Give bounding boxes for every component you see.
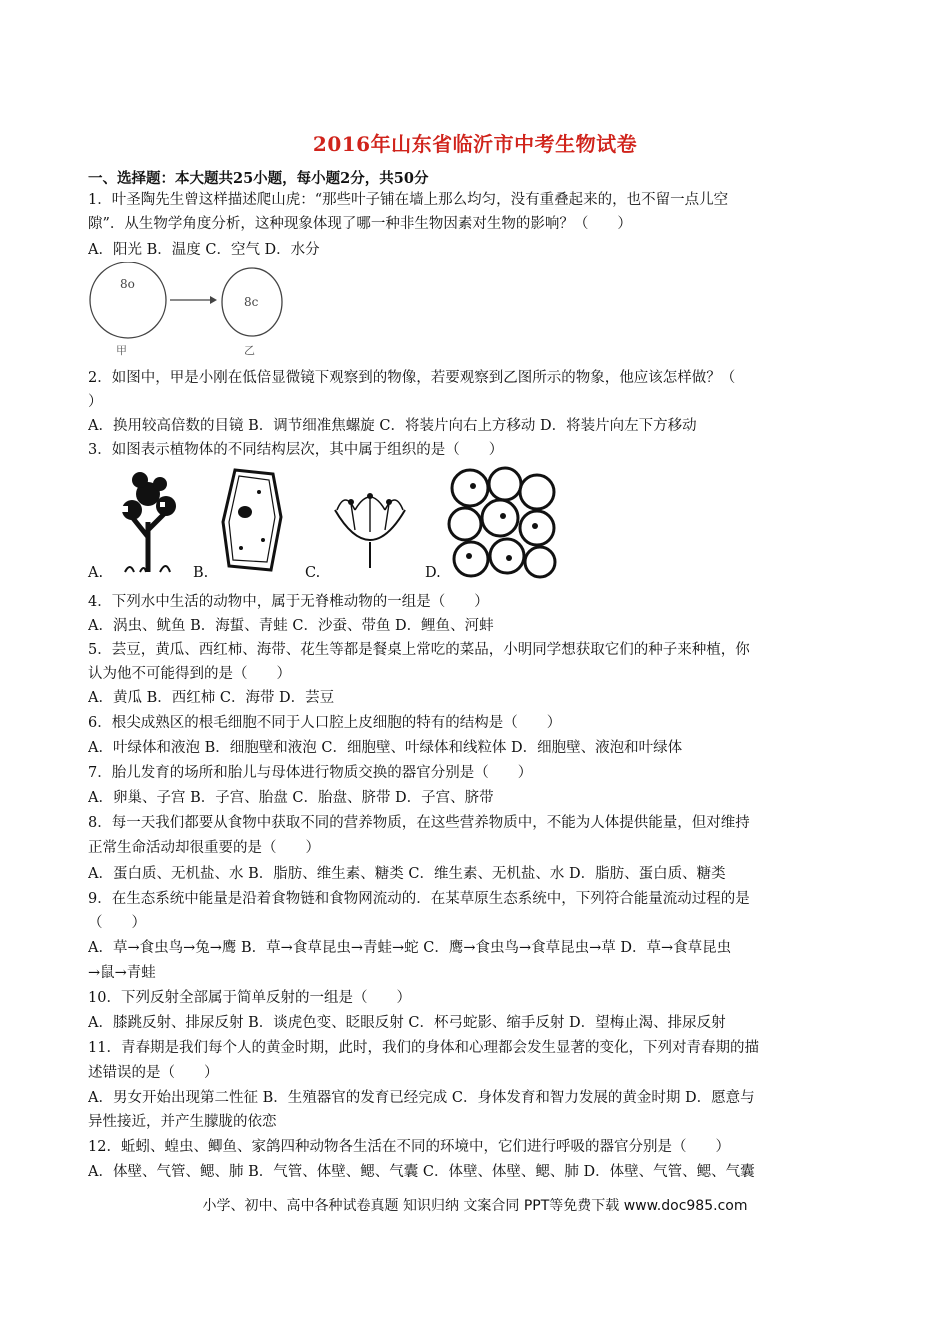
- text-line: 述错误的是（ ）: [88, 1065, 219, 1081]
- text-line: 1．叶圣陶先生曾这样描述爬山虎：“那些叶子铺在墙上那么均匀，没有重叠起来的，也不留一点儿空: [88, 192, 729, 208]
- tissue-cells-figure: [445, 466, 560, 581]
- text-line: 认为他不可能得到的是（ ）: [88, 666, 291, 682]
- text-line: A．草→食虫鸟→兔→鹰 B．草→食草昆虫→青蛙→蛇 C．鹰→食虫鸟→食草昆虫→草 D．草→食草昆虫: [88, 940, 732, 956]
- text-line: A．蛋白质、无机盐、水 B．脂肪、维生素、糖类 C．维生素、无机盐、水 D．脂肪、蛋白质、糖类: [88, 866, 726, 882]
- microscope-view-figure: [86, 262, 286, 362]
- text-line: 9．在生态系统中能量是沿着食物链和食物网流动的．在某草原生态系统中，下列符合能量流动过程的是: [88, 891, 750, 907]
- text-line: 5．芸豆，黄瓜、西红柿、海带、花生等都是餐桌上常吃的菜品，小明同学想获取它们的种子来种植，你: [88, 642, 750, 658]
- text-line: 7．胎儿发育的场所和胎儿与母体进行物质交换的器官分别是（ ）: [88, 765, 533, 781]
- text-line: A．叶绿体和液泡 B．细胞壁和液泡 C．细胞壁、叶绿体和线粒体 D．细胞壁、液泡和叶绿体: [88, 740, 683, 756]
- text-line: 正常生命活动却很重要的是（ ）: [88, 840, 320, 856]
- text-line: A．卵巢、子宫 B．子宫、胎盘 C．胎盘、脐带 D．子宫、脐带: [88, 790, 494, 806]
- plant-tree-figure: [110, 462, 190, 577]
- text-line: A．男女开始出现第二性征 B．生殖器官的发育已经完成 C．身体发育和智力发展的黄金时期 D．愿意与: [88, 1090, 755, 1106]
- text-line: 12．蚯蚓、蝗虫、鲫鱼、家鸽四种动物各生活在不同的环境中，它们进行呼吸的器官分别是（ ）: [88, 1139, 730, 1155]
- text-line: 6．根尖成熟区的根毛细胞不同于人口腔上皮细胞的特有的结构是（ ）: [88, 715, 562, 731]
- text-line: 10．下列反射全部属于简单反射的一组是（ ）: [88, 990, 411, 1006]
- plant-cell-figure: [215, 462, 290, 577]
- text-line: A．阳光 B．温度 C．空气 D．水分: [88, 242, 320, 258]
- text-line: A．黄瓜 B．西红柿 C．海带 D．芸豆: [88, 690, 335, 706]
- option-label-b: B.: [193, 565, 209, 581]
- text-line: （ ）: [88, 915, 146, 931]
- text-line: 异性接近，并产生朦胧的依恋: [88, 1114, 277, 1130]
- text-line: A．膝跳反射、排尿反射 B．谈虎色变、眨眼反射 C．杯弓蛇影、缩手反射 D．望梅止渴、排尿反射: [88, 1015, 726, 1031]
- arrow-right-icon: [210, 296, 217, 304]
- text-line: 11．青春期是我们每个人的黄金时期，此时，我们的身体和心理都会发生显著的变化，下列对青春期的描: [88, 1040, 759, 1056]
- caption-yi: 乙: [244, 344, 255, 357]
- specimen-left-text: 8o: [120, 277, 135, 291]
- option-label-d: D.: [425, 565, 441, 581]
- text-line: A．体壁、气管、鳃、肺 B．气管、体壁、鳃、气囊 C．体壁、体壁、鳃、肺 D．体壁、气管、鳃、气囊: [88, 1164, 755, 1180]
- text-line: ）: [88, 394, 103, 410]
- text-line: A．涡虫、鱿鱼 B．海蜇、青蛙 C．沙蚕、带鱼 D．鲤鱼、河蚌: [88, 618, 494, 634]
- option-label-c: C.: [305, 565, 321, 581]
- flower-figure: [325, 480, 415, 570]
- text-line: 隙”．从生物学角度分析，这种现象体现了哪一种非生物因素对生物的影响？（ ）: [88, 216, 632, 232]
- caption-jia: 甲: [116, 344, 127, 357]
- section-heading: 一、选择题：本大题共25小题，每小题2分，共50分: [88, 170, 429, 187]
- text-line: A．换用较高倍数的目镜 B．调节细准焦螺旋 C．将装片向右上方移动 D．将装片向左下方移动: [88, 418, 697, 434]
- specimen-right-text: 8c: [244, 295, 259, 309]
- text-line: 3．如图表示植物体的不同结构层次，其中属于组织的是（ ）: [88, 442, 504, 458]
- text-line: 4．下列水中生活的动物中，属于无脊椎动物的一组是（ ）: [88, 594, 489, 610]
- page-title: 2016年山东省临沂市中考生物试卷: [312, 132, 638, 156]
- option-label-a: A.: [88, 565, 104, 581]
- text-line: 2．如图中，甲是小刚在低倍显微镜下观察到的物像，若要观察到乙图所示的物象，他应该怎样做？（: [88, 370, 736, 386]
- text-line: →鼠→青蛙: [88, 965, 156, 981]
- text-line: 8．每一天我们都要从食物中获取不同的营养物质，在这些营养物质中，不能为人体提供能量，但对维持: [88, 815, 750, 831]
- page-footer: 小学、初中、高中各种试卷真题 知识归纳 文案合同 PPT等免费下载 www.doc985.com: [202, 1198, 748, 1214]
